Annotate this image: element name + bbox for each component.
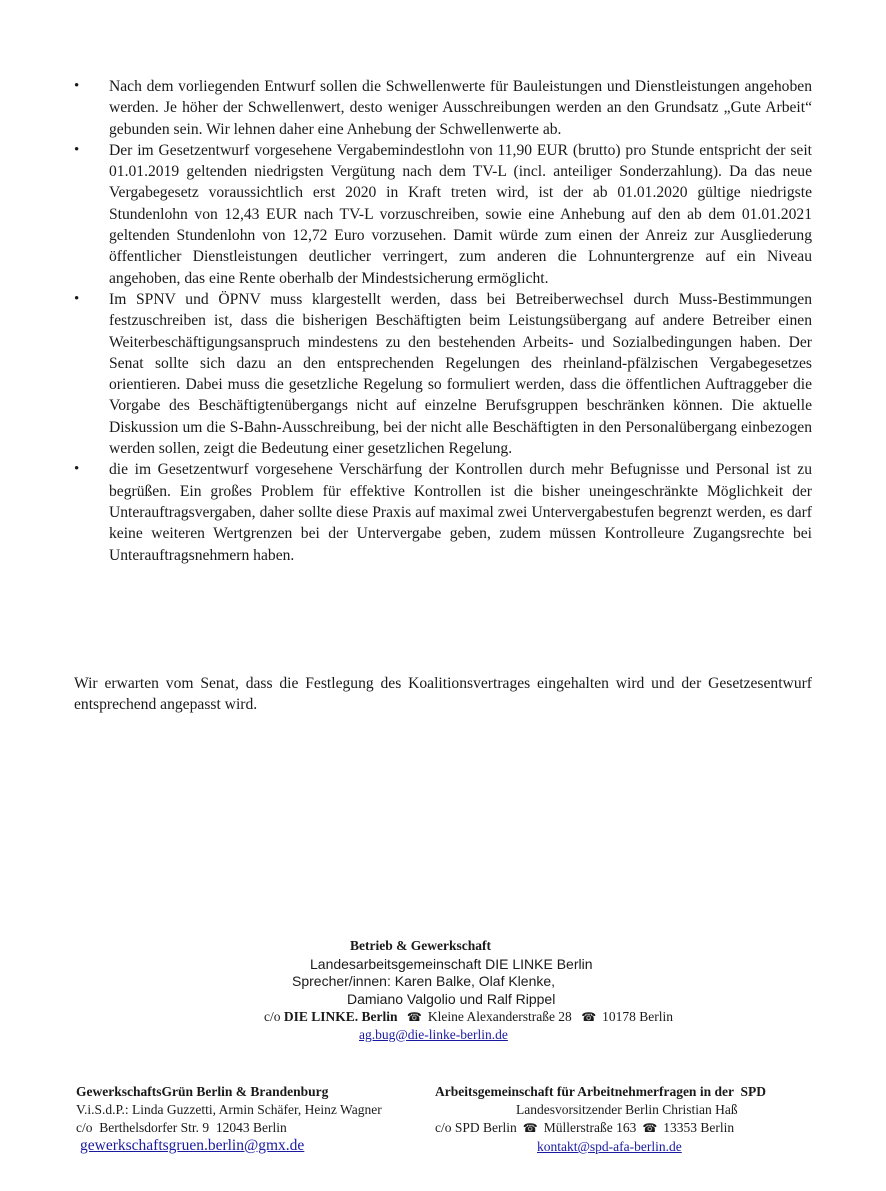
footer-left-email-link[interactable]: gewerkschaftsgruen.berlin@gmx.de xyxy=(80,1137,305,1154)
footer-center-speakers: Sprecher/innen: Karen Balke, Olaf Klenke, xyxy=(292,973,556,989)
address-city: 10178 Berlin xyxy=(602,1009,674,1024)
footer-left-visdp: V.i.S.d.P.: Linda Guzzetti, Armin Schäfer, Heinz Wagner xyxy=(76,1102,382,1117)
footer-center-speakers-2: Damiano Valgolio und Ralf Rippel xyxy=(347,991,556,1007)
demands-list xyxy=(74,76,812,566)
bullet-icon: • xyxy=(74,141,80,158)
list-item-text: Im SPNV und ÖPNV muss klargestellt werden, dass bei Betreiberwechsel durch Muss-Bestimmungen festzuschreiben ist, dass die bisherigen Beschäftigten beim Leistungsübergang auf andere Betreiber einen Weiterbeschäftigungsanspruch mindestens zu den bestehenden Arbeits- und Sozialbedingungen haben. Der Senat sollte sich dazu an den entsprechenden Regelungen des rheinland-pfälzischen Vergabegesetzes orientieren. Dabei muss die gesetzliche Regelung so formuliert werden, dass die öffentlichen Auftraggeber die Vorgabe des Beschäftigtenübergangs nicht auf einzelne Berufsgruppen beschränken können. Die aktuelle Diskussion um die S-Bahn-Ausschreibung, bei der nicht alle Beschäftigten in den Personalübergang einbezogen werden sollen, zeigt die Bedeutung einer gesetzlichen Regelung. xyxy=(109,290,812,458)
list-item xyxy=(74,140,812,289)
address-org: c/o SPD Berlin xyxy=(435,1120,517,1135)
bullet-icon: • xyxy=(74,290,80,307)
list-item xyxy=(74,459,812,565)
list-item xyxy=(74,76,812,140)
footer-right-email-link[interactable]: kontakt@spd-afa-berlin.de xyxy=(537,1139,682,1154)
address-city: 13353 Berlin xyxy=(663,1120,735,1135)
footer-right-chair: Landesvorsitzender Berlin Christian Haß xyxy=(516,1102,738,1117)
address-org: DIE LINKE. Berlin xyxy=(283,1009,398,1024)
bullet-icon: • xyxy=(74,461,80,478)
footer-right-address xyxy=(435,1120,734,1136)
building-icon: ☎ xyxy=(642,1121,658,1135)
building-icon: ☎ xyxy=(522,1121,538,1135)
closing-paragraph: Wir erwarten vom Senat, dass die Festlegung des Koalitionsvertrages eingehalten wird und der Gesetzesentwurf entsprechend angepasst wird. xyxy=(74,675,812,714)
bullet-icon: • xyxy=(74,78,80,94)
address-street: Müllerstraße 163 xyxy=(543,1120,637,1135)
address-prefix: c/o xyxy=(264,1009,281,1024)
footer-center-title: Betrieb & Gewerkschaft xyxy=(350,938,491,953)
list-item-text: Nach dem vorliegenden Entwurf sollen die Schwellenwerte für Bauleistungen und Dienstleistungen angehoben werden. Je höher der Schwellenwert, desto weniger Ausschreibungen werden an den Grundsatz „Gute Arbeit“ gebunden sein. Wir lehnen daher eine Anhebung der Schwellenwerte ab. xyxy=(109,78,812,138)
footer-center-org: Landesarbeitsgemeinschaft DIE LINKE Berlin xyxy=(310,956,593,972)
footer-center-address xyxy=(264,1009,673,1025)
footer-right-title: Arbeitsgemeinschaft für Arbeitnehmerfragen in der SPD xyxy=(435,1084,766,1099)
footer-left-title: GewerkschaftsGrün Berlin & Brandenburg xyxy=(76,1084,329,1099)
building-icon: ☎ xyxy=(581,1010,597,1024)
list-item xyxy=(74,289,812,459)
list-item-text: die im Gesetzentwurf vorgesehene Verschärfung der Kontrollen durch mehr Befugnisse und Personal ist zu begrüßen. Ein großes Problem für effektive Kontrollen ist die bisher uneingeschränkte Möglichkeit der Unterauftragsvergaben, daher sollte diese Praxis auf maximal zwei Untervergabestufen begrenzt werden, es darf keine weiteren Wertgrenzen bei der Untervergabe geben, zudem müssen Kontrolleure Zugangsrechte bei Unterauftragsnehmern haben. xyxy=(109,461,812,564)
building-icon: ☎ xyxy=(406,1010,422,1024)
footer-left-address: c/o Berthelsdorfer Str. 9 12043 Berlin xyxy=(76,1120,287,1135)
footer-center-email-link[interactable]: ag.bug@die-linke-berlin.de xyxy=(359,1027,508,1042)
list-item-text: Der im Gesetzentwurf vorgesehene Vergabemindestlohn von 11,90 EUR (brutto) pro Stunde entspricht der seit 01.01.2019 geltenden niedrigsten Vergütung nach dem TV-L (incl. anteiliger Sonderzahlung). Da das neue Vergabegesetz voraussichtlich erst 2020 in Kraft treten wird, ist der ab 01.01.2020 gültige niedrigste Stundenlohn von 12,43 EUR nach TV-L vorzuschreiben, sowie eine Anhebung auf den ab dem 01.01.2021 geltenden Stundenlohn von 12,72 Euro vorzusehen. Damit würde zum einen der Anreiz zur Ausgliederung öffentlicher Dienstleistungen deutlicher verringert, zum anderen die Lohnuntergrenze auf ein Niveau angehoben, das eine Rente oberhalb der Mindestsicherung ermöglicht. xyxy=(109,141,812,287)
address-street: Kleine Alexanderstraße 28 xyxy=(427,1009,572,1024)
